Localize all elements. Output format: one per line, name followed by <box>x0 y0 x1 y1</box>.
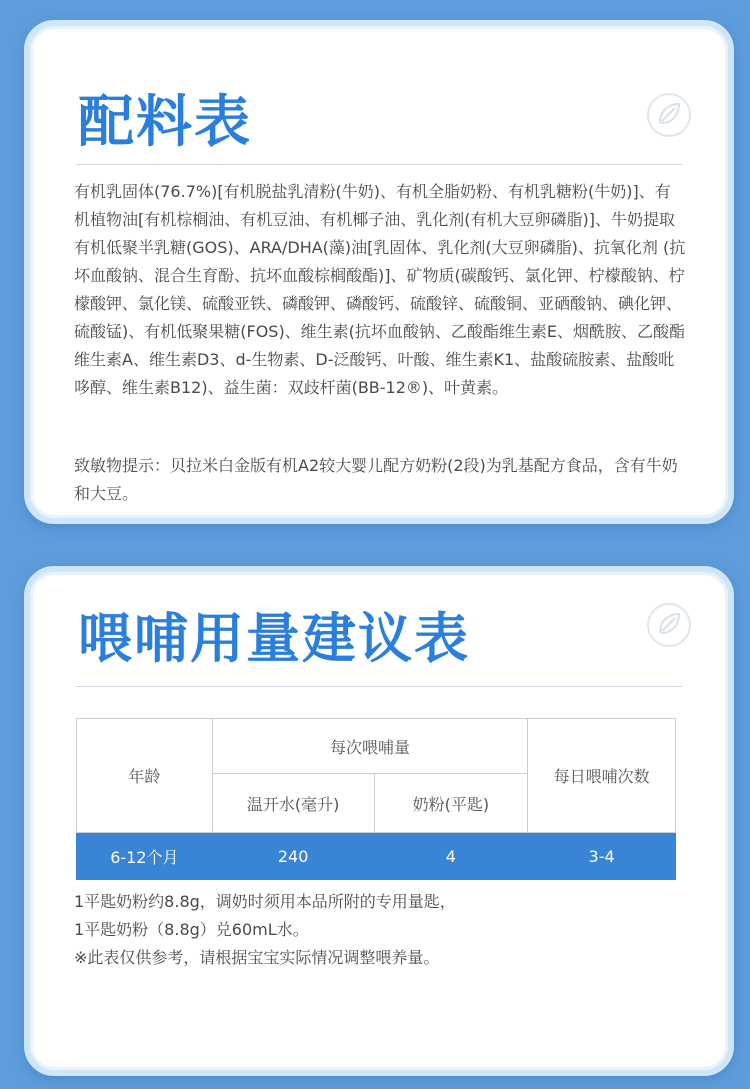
note-line: 1平匙奶粉约8.8g，调奶时须用本品所附的专用量匙， <box>74 892 456 911</box>
table-row <box>77 833 676 880</box>
cell-age: 6-12个月 <box>77 833 213 880</box>
header-powder: 奶粉(平匙) <box>374 774 528 833</box>
feeding-notes <box>74 888 686 972</box>
header-per-feed: 每次喂哺量 <box>212 719 527 774</box>
leaf-badge-icon <box>646 92 692 138</box>
leaf-badge-icon <box>646 602 692 648</box>
ingredients-text: 有机乳固体(76.7%)[有机脱盐乳清粉(牛奶)、有机全脂奶粉、有机乳糖粉(牛奶)]、有机植物油[有机棕榈油、有机豆油、有机椰子油、乳化剂(有机大豆卵磷脂)]、牛奶提取有机低聚半乳糖(GOS)、ARA/DHA(藻)油[乳固体、乳化剂(大豆卵磷脂)、抗氧化剂 (抗坏血酸钠、混合生育酚、抗坏血酸棕榈酸酯)]、矿物质(碳酸钙、氯化钾、柠檬酸钠、柠檬酸钾、氯化镁、硫酸亚铁、磷酸钾、磷酸钙、硫酸锌、硫酸铜、亚硒酸钠、碘化钾、硫酸锰)、有机低聚果糖(FOS)、维生素(抗坏血酸钠、乙酸酯维生素E、烟酰胺、乙酸酯维生素A、维生素D3、d-生物素、D-泛酸钙、叶酸、维生素K1、盐酸硫胺素、盐酸吡哆醇、维生素B12)、益生菌：双歧杆菌(BB-12®)、叶黄素。 <box>74 182 686 397</box>
cell-water: 240 <box>212 833 374 880</box>
header-daily-count: 每日喂哺次数 <box>528 719 676 833</box>
note-line: ※此表仅供参考，请根据宝宝实际情况调整喂养量。 <box>74 948 440 967</box>
header-age: 年龄 <box>77 719 213 833</box>
ingredients-card <box>24 20 734 524</box>
feeding-table <box>76 718 676 880</box>
cell-powder: 4 <box>374 833 528 880</box>
ingredients-title: 配料表 <box>78 90 252 155</box>
note-line: 1平匙奶粉（8.8g）兑60mL水。 <box>74 920 309 939</box>
divider <box>76 686 682 687</box>
divider <box>76 164 682 165</box>
feeding-card <box>24 566 734 1076</box>
feeding-title: 喂哺用量建议表 <box>78 607 470 670</box>
header-water: 温开水(毫升) <box>212 774 374 833</box>
cell-daily: 3-4 <box>528 833 676 880</box>
allergen-notice: 致敏物提示：贝拉米白金版有机A2较大婴儿配方奶粉(2段)为乳基配方食品，含有牛奶和大豆。 <box>74 456 678 503</box>
